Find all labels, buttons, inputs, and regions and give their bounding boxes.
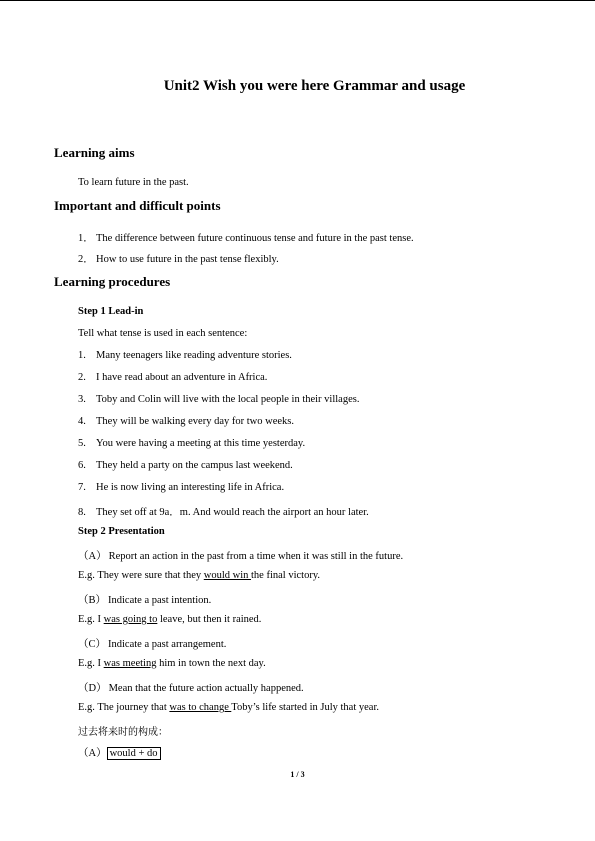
step1-heading: Step 1 Lead-in [78, 306, 144, 317]
example-b: E.g. I was going to leave, but then it rained. [78, 614, 262, 625]
structure-a: （A） would + do [78, 745, 161, 760]
heading-important-points: Important and difficult points [54, 198, 221, 213]
list-item: 8. They set off at 9a．m. And would reach the airport an hour later. [78, 507, 369, 518]
step1-intro: Tell what tense is used in each sentence: [78, 328, 248, 339]
step2-heading: Step 2 Presentation [78, 526, 165, 537]
usage-a: （A） Report an action in the past from a time when it was still in the future. [78, 551, 404, 562]
list-item: 3. Toby and Colin will live with the local people in their villages. [78, 394, 360, 405]
usage-b: （B） Indicate a past intention. [78, 595, 212, 606]
page-title: Unit2 Wish you were here Grammar and usage [163, 78, 466, 94]
list-item: 6. They held a party on the campus last weekend. [78, 460, 293, 471]
page-top-border [0, 0, 595, 1]
formula-box: would + do [107, 747, 161, 760]
heading-learning-aims: Learning aims [54, 145, 135, 160]
list-item: 7. He is now living an interesting life in Africa. [78, 482, 285, 493]
list-item: 5. You were having a meeting at this time yesterday. [78, 438, 306, 449]
example-a: E.g. They were sure that they would win the final victory. [78, 570, 321, 581]
list-item: 1. Many teenagers like reading adventure stories. [78, 350, 292, 361]
page-number: 1 / 3 [290, 770, 305, 779]
usage-c: （C） Indicate a past arrangement. [78, 639, 227, 650]
learning-aims-text: To learn future in the past. [78, 177, 189, 188]
list-item: 2. I have read about an adventure in Africa. [78, 372, 268, 383]
list-item: 2． How to use future in the past tense flexibly. [78, 254, 279, 265]
heading-learning-procedures: Learning procedures [54, 274, 171, 289]
list-item: 1． The difference between future continuous tense and future in the past tense. [78, 233, 414, 244]
usage-d: （D） Mean that the future action actually happened. [78, 683, 304, 694]
list-item: 4. They will be walking every day for two weeks. [78, 416, 294, 427]
example-c: E.g. I was meeting him in town the next day. [78, 658, 266, 669]
structure-heading: 过去将来时的构成： [78, 727, 168, 738]
example-d: E.g. The journey that was to change Toby’s life started in July that year. [78, 702, 379, 713]
